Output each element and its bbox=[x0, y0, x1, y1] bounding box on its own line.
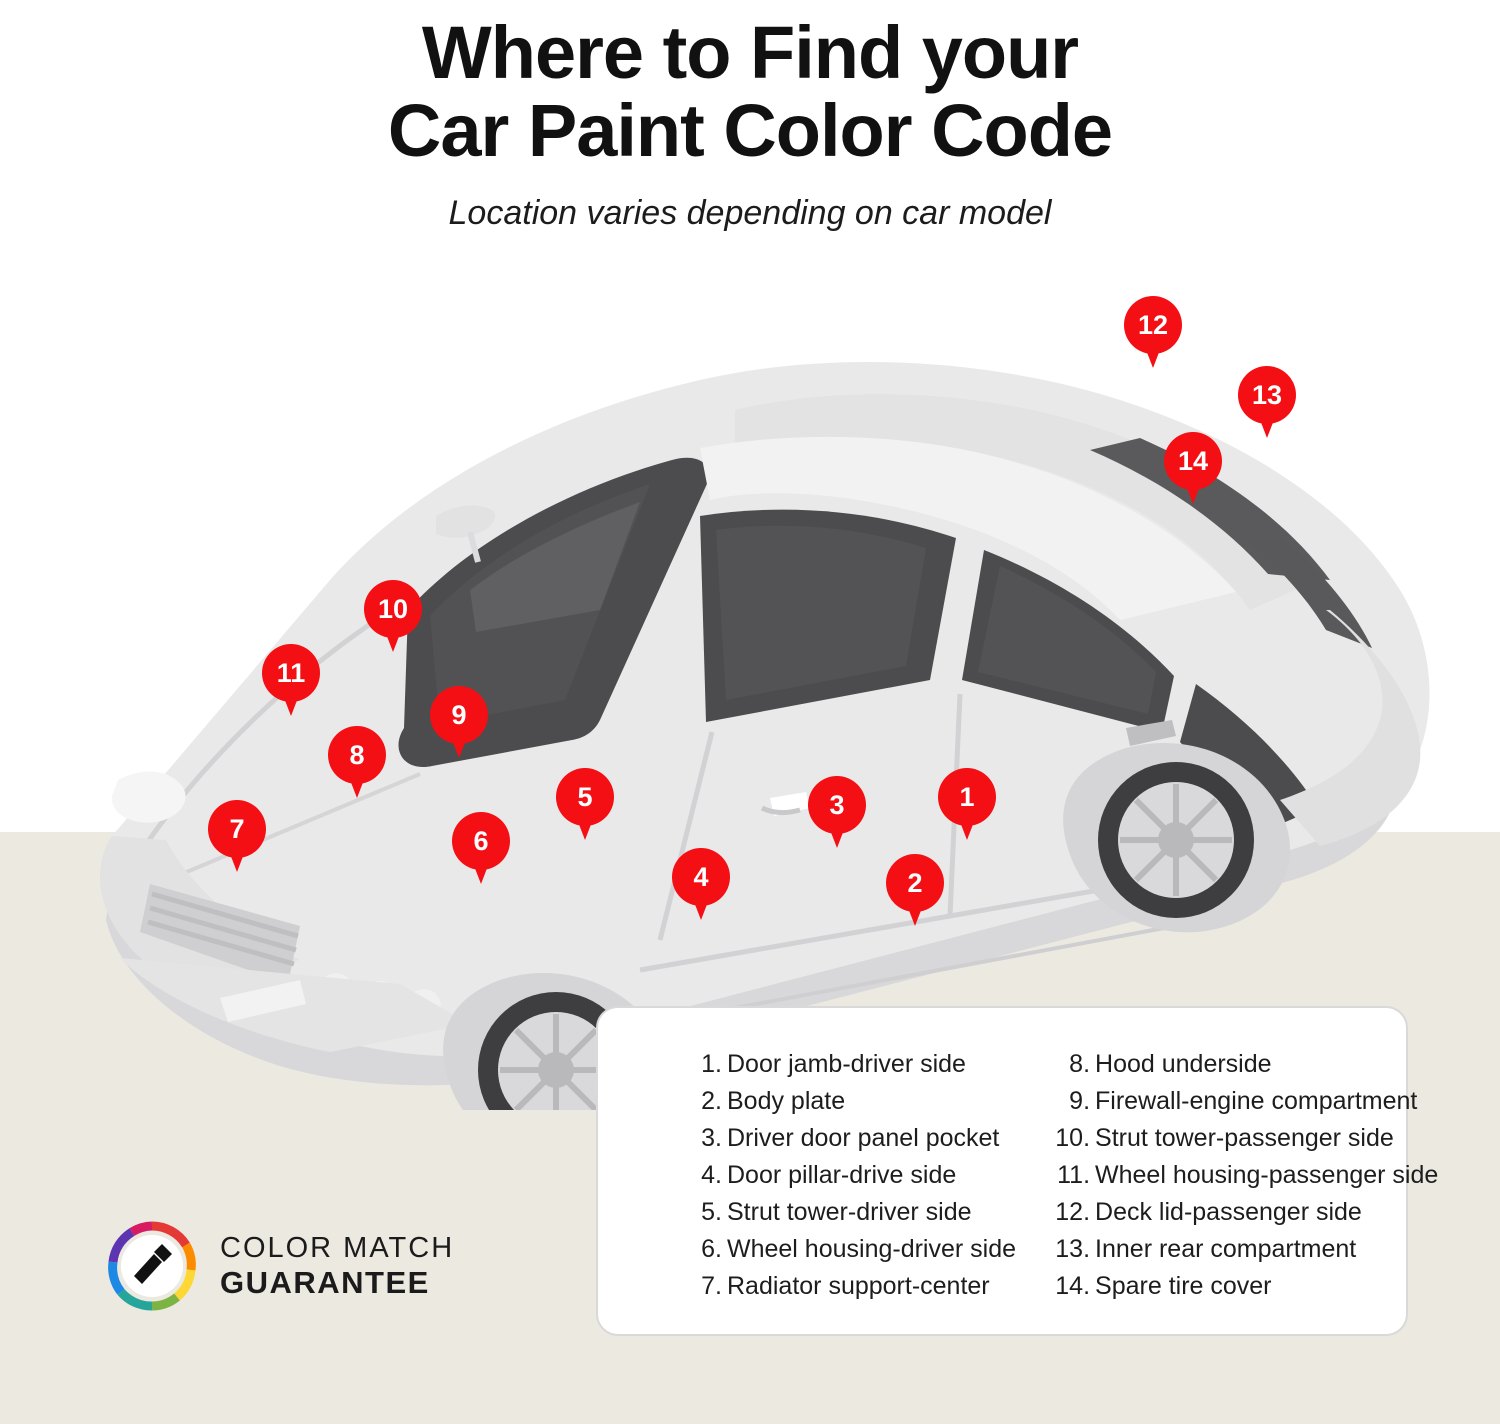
legend-item-label: Strut tower-driver side bbox=[727, 1198, 972, 1226]
map-pin-1[interactable]: 1 bbox=[938, 768, 996, 826]
legend-item-label: Strut tower-passenger side bbox=[1095, 1124, 1394, 1152]
legend-item-label: Inner rear compartment bbox=[1095, 1235, 1357, 1263]
legend-item bbox=[682, 1120, 1016, 1156]
legend-item-number: 11. bbox=[1057, 1161, 1091, 1189]
map-pin-4[interactable]: 4 bbox=[672, 848, 730, 906]
map-pin-9[interactable]: 9 bbox=[430, 686, 488, 744]
legend-item-number: 5. bbox=[701, 1198, 722, 1226]
legend-item-label: Door pillar-drive side bbox=[727, 1161, 957, 1189]
legend-item-number: 7. bbox=[701, 1272, 722, 1300]
legend-item-label: Firewall-engine compartment bbox=[1095, 1087, 1418, 1115]
page-subtitle: Location varies depending on car model bbox=[448, 194, 1052, 232]
brand-logo bbox=[104, 1218, 454, 1314]
legend-item-number: 1. bbox=[701, 1050, 722, 1078]
page-title bbox=[0, 11, 1500, 172]
legend-item bbox=[682, 1157, 1016, 1193]
legend-panel bbox=[596, 1006, 1439, 1336]
legend-item-label: Driver door panel pocket bbox=[727, 1124, 1000, 1152]
legend-item-label: Door jamb-driver side bbox=[727, 1050, 966, 1078]
logo-line-1: COLOR MATCH bbox=[220, 1231, 455, 1264]
legend-item bbox=[682, 1231, 1016, 1267]
legend-item bbox=[1042, 1083, 1438, 1119]
legend-item bbox=[1042, 1268, 1438, 1304]
legend-item bbox=[1042, 1231, 1438, 1267]
legend-item bbox=[1042, 1157, 1438, 1193]
legend-item-number: 2. bbox=[701, 1087, 722, 1115]
legend-item-number: 14. bbox=[1055, 1272, 1091, 1300]
legend-item-label: Body plate bbox=[727, 1087, 846, 1115]
page-title-line1: Where to Find your bbox=[421, 11, 1079, 94]
legend-item-label: Wheel housing-passenger side bbox=[1095, 1161, 1439, 1189]
legend-item bbox=[682, 1083, 1016, 1119]
legend-item-number: 12. bbox=[1055, 1198, 1091, 1226]
map-pin-6[interactable]: 6 bbox=[452, 812, 510, 870]
page-title-line2: Car Paint Color Code bbox=[387, 89, 1113, 172]
map-pin-5[interactable]: 5 bbox=[556, 768, 614, 826]
map-pin-14[interactable]: 14 bbox=[1164, 432, 1222, 490]
legend-item-number: 6. bbox=[701, 1235, 722, 1263]
legend-item bbox=[682, 1046, 1016, 1082]
legend-item-label: Wheel housing-driver side bbox=[727, 1235, 1017, 1263]
map-pin-12[interactable]: 12 bbox=[1124, 296, 1182, 354]
legend-item bbox=[1042, 1120, 1438, 1156]
logo-line-2: GUARANTEE bbox=[220, 1264, 430, 1300]
legend-item bbox=[682, 1268, 1016, 1304]
legend-item-label: Deck lid-passenger side bbox=[1095, 1198, 1362, 1226]
map-pin-2[interactable]: 2 bbox=[886, 854, 944, 912]
map-pin-8[interactable]: 8 bbox=[328, 726, 386, 784]
legend-column-right bbox=[1016, 1046, 1438, 1334]
legend-item bbox=[1042, 1194, 1438, 1230]
header bbox=[0, 0, 1500, 233]
legend-item bbox=[682, 1194, 1016, 1230]
map-pin-13[interactable]: 13 bbox=[1238, 366, 1296, 424]
legend-item-number: 13. bbox=[1055, 1235, 1091, 1263]
legend-item-label: Radiator support-center bbox=[727, 1272, 990, 1300]
map-pin-3[interactable]: 3 bbox=[808, 776, 866, 834]
legend-item-number: 10. bbox=[1055, 1124, 1091, 1152]
legend-item-label: Hood underside bbox=[1095, 1050, 1272, 1078]
map-pin-10[interactable]: 10 bbox=[364, 580, 422, 638]
legend-item-number: 9. bbox=[1069, 1087, 1091, 1115]
legend-item-number: 4. bbox=[701, 1161, 722, 1189]
legend-column-left bbox=[624, 1046, 1016, 1334]
legend-item-number: 3. bbox=[701, 1124, 722, 1152]
map-pin-11[interactable]: 11 bbox=[262, 644, 320, 702]
legend-item bbox=[1042, 1046, 1438, 1082]
legend-item-number: 8. bbox=[1069, 1050, 1091, 1078]
map-pin-7[interactable]: 7 bbox=[208, 800, 266, 858]
legend-item-label: Spare tire cover bbox=[1095, 1272, 1272, 1300]
color-wheel-icon bbox=[104, 1218, 200, 1314]
